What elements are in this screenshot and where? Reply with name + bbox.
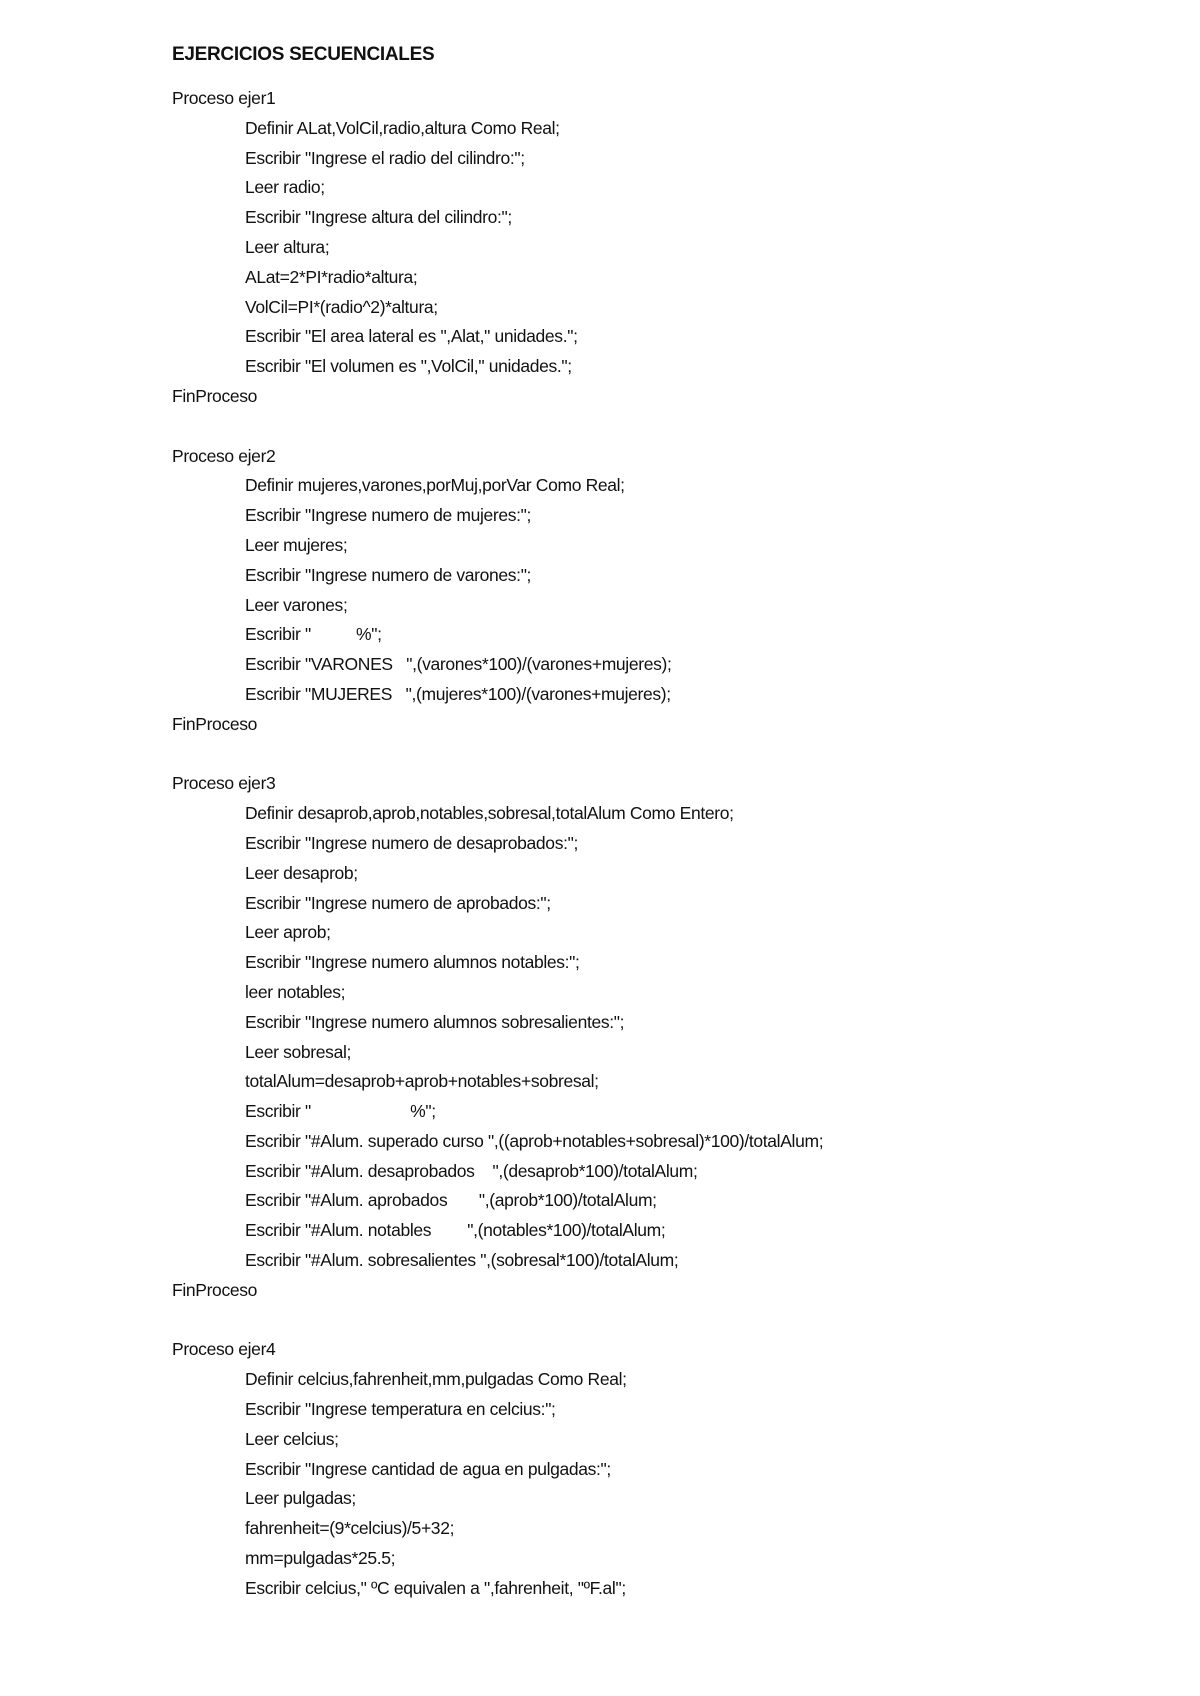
code-line: Escribir "El volumen es ",VolCil," unidades."; bbox=[245, 356, 572, 377]
code-line: VolCil=PI*(radio^2)*altura; bbox=[245, 296, 438, 317]
code-line: Leer varones; bbox=[245, 594, 348, 615]
blank-line bbox=[0, 412, 1200, 442]
blank-line bbox=[0, 1306, 1200, 1336]
proceso-header: Proceso ejer3 bbox=[172, 773, 276, 794]
code-line: Escribir "Ingrese numero de mujeres:"; bbox=[245, 505, 532, 526]
code-line: Leer aprob; bbox=[245, 922, 331, 943]
code-line: Escribir "Ingrese numero de aprobados:"; bbox=[245, 892, 551, 913]
code-listing bbox=[0, 84, 1200, 1604]
code-line: Escribir "#Alum. notables ",(notables*100)/totalAlum; bbox=[245, 1220, 666, 1241]
code-line: Escribir " %"; bbox=[245, 1101, 436, 1122]
code-line: Leer desaprob; bbox=[245, 862, 358, 883]
code-line: Escribir "El area lateral es ",Alat," unidades."; bbox=[245, 326, 578, 347]
code-line: Leer sobresal; bbox=[245, 1041, 351, 1062]
code-line: Leer altura; bbox=[245, 236, 330, 257]
code-line: ALat=2*PI*radio*altura; bbox=[245, 266, 418, 287]
code-line: Leer mujeres; bbox=[245, 534, 348, 555]
code-line: Escribir " %"; bbox=[245, 624, 382, 645]
code-line: Escribir "#Alum. superado curso ",((aprob+notables+sobresal)*100)/totalAlum; bbox=[245, 1130, 824, 1151]
code-line: Definir desaprob,aprob,notables,sobresal,totalAlum Como Entero; bbox=[245, 803, 734, 824]
code-line: mm=pulgadas*25.5; bbox=[245, 1548, 396, 1569]
code-line: Escribir "VARONES ",(varones*100)/(varones+mujeres); bbox=[245, 654, 672, 675]
code-line: Escribir "Ingrese altura del cilindro:"; bbox=[245, 207, 512, 228]
code-line: Escribir "#Alum. aprobados ",(aprob*100)/totalAlum; bbox=[245, 1190, 657, 1211]
code-line: Escribir "#Alum. desaprobados ",(desaprob*100)/totalAlum; bbox=[245, 1160, 698, 1181]
proceso-header: Proceso ejer1 bbox=[172, 88, 276, 108]
code-line: Definir celcius,fahrenheit,mm,pulgadas Como Real; bbox=[245, 1369, 627, 1390]
blank-line bbox=[0, 740, 1200, 770]
proceso-header: Proceso ejer2 bbox=[172, 445, 276, 466]
code-line: Leer celcius; bbox=[245, 1428, 339, 1449]
code-line: Leer radio; bbox=[245, 177, 325, 198]
code-line: Definir mujeres,varones,porMuj,porVar Como Real; bbox=[245, 475, 625, 496]
code-line: Escribir "Ingrese el radio del cilindro:"; bbox=[245, 147, 525, 168]
code-line: Escribir "Ingrese numero de desaprobados:"; bbox=[245, 832, 578, 853]
code-line: Leer pulgadas; bbox=[245, 1488, 356, 1509]
document-title: EJERCICIOS SECUENCIALES bbox=[172, 44, 435, 65]
code-line: Escribir "#Alum. sobresalientes ",(sobresal*100)/totalAlum; bbox=[245, 1250, 679, 1271]
fin-proceso: FinProceso bbox=[172, 1279, 258, 1300]
code-line: Escribir "Ingrese temperatura en celcius:"; bbox=[245, 1399, 556, 1420]
fin-proceso: FinProceso bbox=[172, 713, 258, 734]
proceso-header: Proceso ejer4 bbox=[172, 1339, 276, 1360]
code-line: totalAlum=desaprob+aprob+notables+sobresal; bbox=[245, 1071, 599, 1092]
code-line: Definir ALat,VolCil,radio,altura Como Real; bbox=[245, 117, 560, 138]
code-line: Escribir "Ingrese numero de varones:"; bbox=[245, 564, 532, 585]
code-line: Escribir "MUJERES ",(mujeres*100)/(varones+mujeres); bbox=[245, 683, 671, 704]
code-line: Escribir "Ingrese cantidad de agua en pulgadas:"; bbox=[245, 1458, 611, 1479]
code-line: Escribir "Ingrese numero alumnos notables:"; bbox=[245, 952, 580, 973]
code-line: leer notables; bbox=[245, 981, 346, 1002]
code-line: Escribir celcius," ºC equivalen a ",fahrenheit, "ºF.al"; bbox=[245, 1577, 626, 1598]
code-line: Escribir "Ingrese numero alumnos sobresalientes:"; bbox=[245, 1011, 625, 1032]
fin-proceso: FinProceso bbox=[172, 385, 258, 406]
code-line: fahrenheit=(9*celcius)/5+32; bbox=[245, 1518, 455, 1539]
